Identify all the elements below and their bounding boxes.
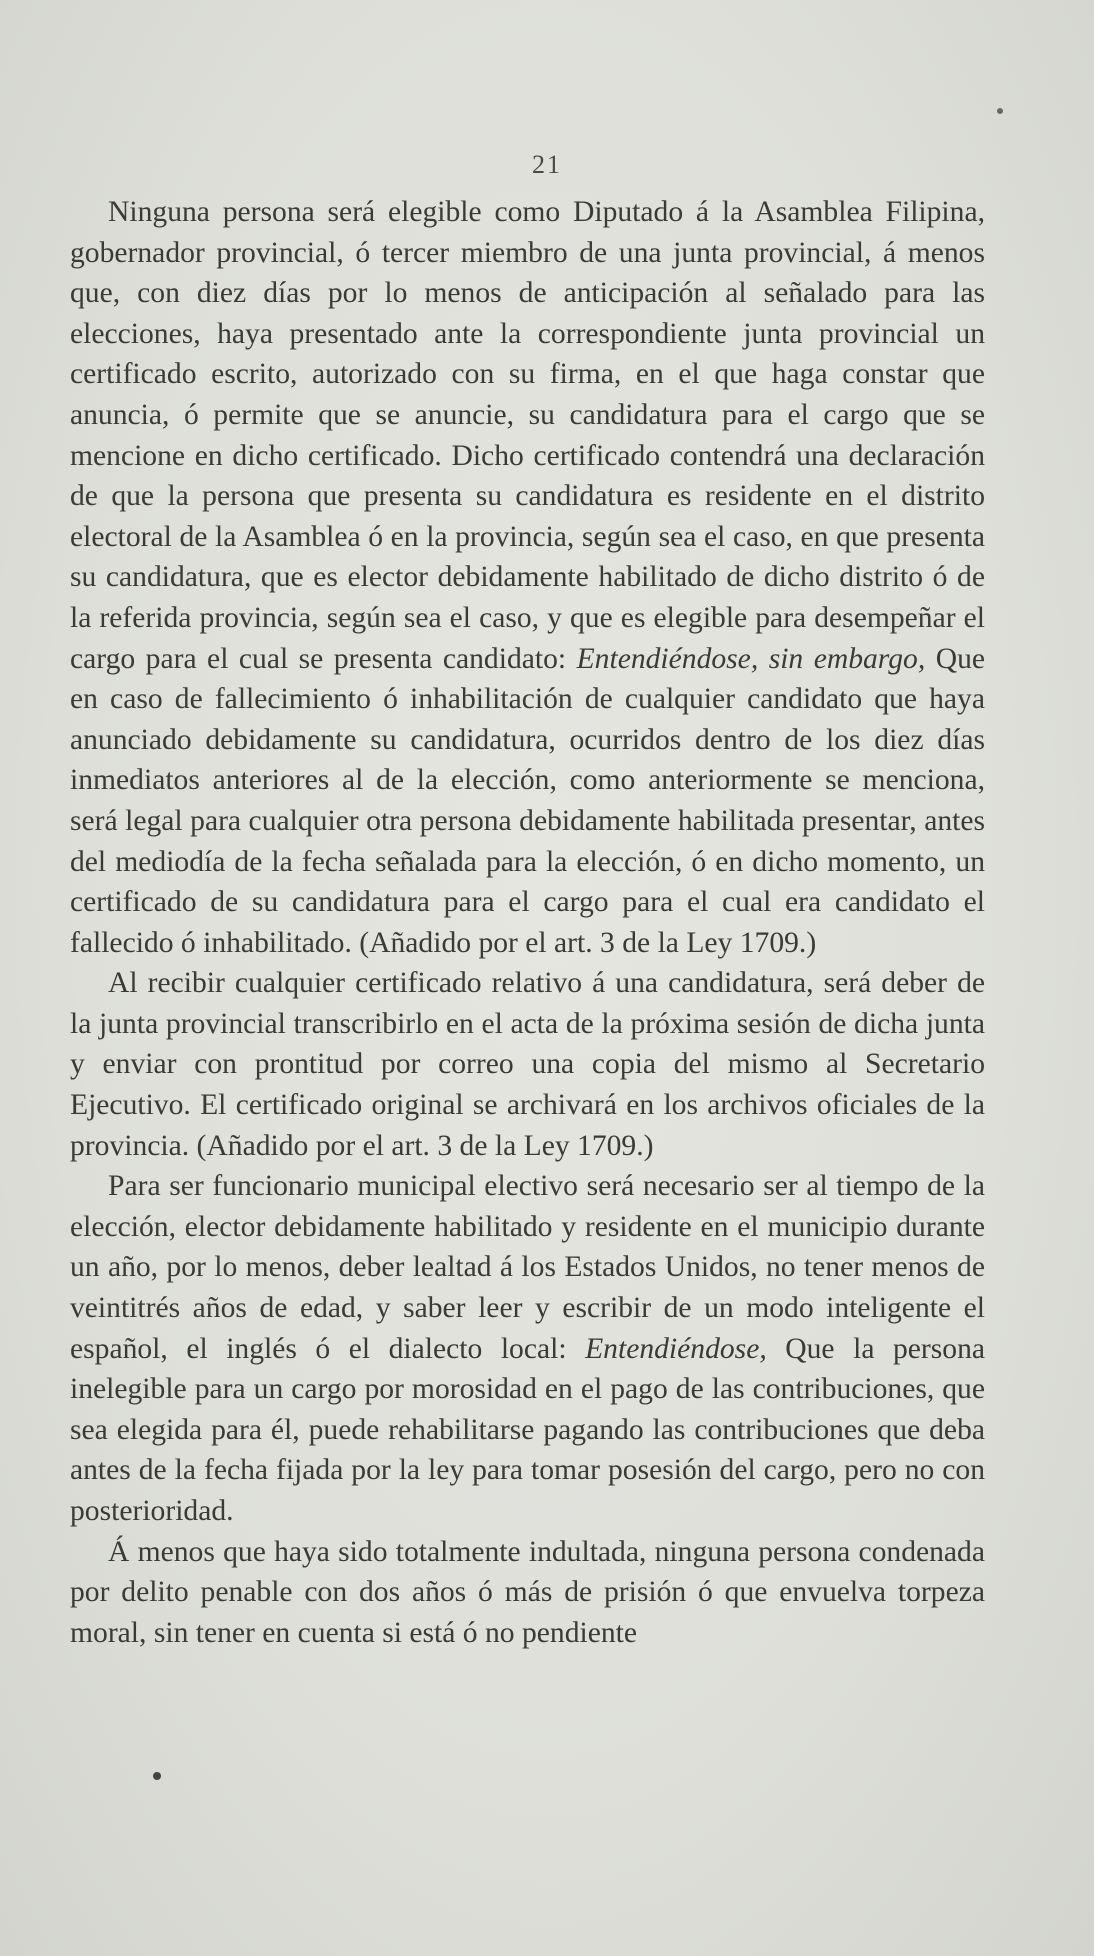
text-span: Al recibir cualquier certificado relativo á una candidatura, será deber de la junta provincial transcribirlo en el acta de la próxima sesión de dicha junta y enviar con prontitud por correo una copia del mismo al Secretario Ejecutivo. El certificado original se archivará en los archivos oficiales de la provincia. (Añadido por el art. 3 de la Ley 1709.) bbox=[70, 967, 985, 1162]
text-span: Que la persona inelegible para un cargo por morosidad en el pago de las contribuciones, que sea elegida para él, puede rehabilitarse pagando las contribuciones que deba antes de la fecha fijada por la ley para tomar posesión del cargo, pero no con posterioridad. bbox=[70, 1332, 986, 1527]
paragraph bbox=[70, 1166, 985, 1531]
text-span: Que en caso de fallecimiento ó inhabilitación de cualquier candidato que haya anunciado debidamente su candidatura, ocurridos dentro de los diez días inmediatos anteriores al de la elección, como anteriormente se menciona, será legal para cualquier otra persona debidamente habilitada presentar, antes del mediodía de la fecha señalada para la elección, ó en dicho momento, un certificado de su candidatura para el cargo para el cual era candidato el fallecido ó inhabilitado. (Añadido por el art. 3 de la Ley 1709.) bbox=[70, 642, 985, 959]
italic-text-span: Entendiéndose, bbox=[585, 1332, 767, 1365]
paragraph bbox=[70, 1532, 985, 1654]
paragraph bbox=[70, 192, 985, 963]
paragraph bbox=[70, 963, 985, 1166]
page-number: 21 bbox=[532, 150, 562, 179]
body-text bbox=[70, 192, 985, 1653]
italic-text-span: Entendiéndose, sin embargo, bbox=[576, 642, 926, 675]
ink-speck bbox=[997, 108, 1003, 114]
ink-speck bbox=[153, 1772, 161, 1780]
text-span: Ninguna persona será elegible como Diputado á la Asamblea Filipina, gobernador provincial, ó tercer miembro de una junta provincial, á menos que, con diez días por lo menos de anticipación al señalado para las elecciones, haya presentado ante la correspondiente junta provincial un certificado escrito, autorizado con su firma, en el que haga constar que anuncia, ó permite que se anuncie, su candidatura para el cargo que se mencione en dicho certificado. Dicho certificado contendrá una declaración de que la persona que presenta su candidatura es residente en el distrito electoral de la Asamblea ó en la provincia, según sea el caso, en que presenta su candidatura, que es elector debidamente habilitado de dicho distrito ó de la referida provincia, según sea el caso, y que es elegible para desempeñar el cargo para el cual se presenta candidato: bbox=[70, 196, 985, 675]
text-span: Á menos que haya sido totalmente indultada, ninguna persona condenada por delito penable con dos años ó más de prisión ó que envuelva torpeza moral, sin tener en cuenta si está ó no pendiente bbox=[70, 1535, 985, 1649]
text-span: Para ser funcionario municipal electivo será necesario ser al tiempo de la elección, elector debidamente habilitado y residente en el municipio durante un año, por lo menos, deber lealtad á los Estados Unidos, no tener menos de veintitrés años de edad, y saber leer y escribir de un modo inteligente el español, el inglés ó el dialecto local: bbox=[70, 1170, 985, 1365]
